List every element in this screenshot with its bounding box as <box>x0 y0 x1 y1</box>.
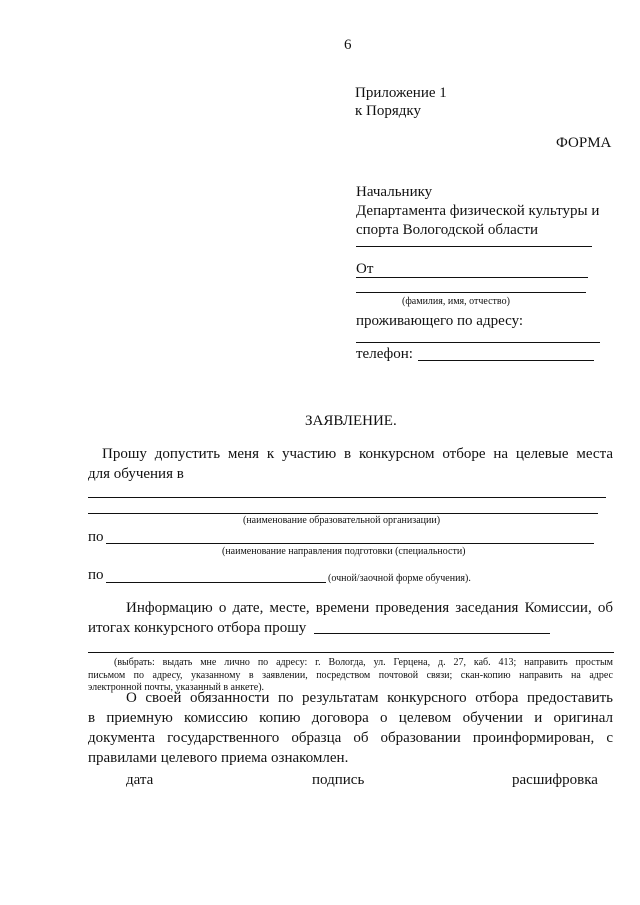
signature-label: подпись <box>312 772 365 788</box>
address-label: проживающего по адресу: <box>356 313 524 329</box>
form-of-study-suffix: (очной/заочной форме обучения). <box>328 573 471 584</box>
appendix-line-2: к Порядку <box>355 103 421 119</box>
delivery-note-line-2: письмом по адресу, указанному в заявлении, посредством почтовой связи; скан-копию направить на адрес <box>88 669 613 681</box>
obligation-line-2: в приемную комиссию копию договора о целевом обучении и оригинал <box>88 710 613 726</box>
info-line <box>314 633 550 634</box>
addressee-line-3: спорта Вологодской области <box>356 222 539 238</box>
from-underline <box>356 277 588 278</box>
delivery-note-line-3: электронной почты, указанный в анкете). <box>88 682 265 693</box>
request-line-2: для обучения в <box>88 466 184 482</box>
direction-prefix: по <box>88 529 104 545</box>
info-paragraph <box>88 598 613 638</box>
obligation-paragraph <box>88 688 613 768</box>
appendix-line-1: Приложение 1 <box>355 85 447 101</box>
obligation-line-4: правилами целевого приема ознакомлен. <box>88 750 349 766</box>
request-line-1: Прошу допустить меня к участию в конкурсном отборе на целевые места <box>102 446 613 462</box>
fio-line <box>356 292 586 293</box>
delivery-note-line-1: (выбрать: выдать мне лично по адресу: г. Вологда, ул. Герцена, д. 27, каб. 413; направить простым <box>114 657 613 668</box>
addressee-line-1: Начальнику <box>356 184 433 200</box>
info-line-1: Информацию о дате, месте, времени проведения заседания Комиссии, об <box>126 600 613 616</box>
address-line <box>356 342 600 343</box>
org-line-2 <box>88 513 598 514</box>
phone-line <box>418 360 594 361</box>
from-label: От <box>356 261 374 277</box>
obligation-line-3: документа государственного образца об образовании проинформирован, с <box>88 730 613 746</box>
form-label: ФОРМА <box>556 135 612 151</box>
page-number: 6 <box>344 37 352 53</box>
addressee-underline <box>356 246 592 247</box>
obligation-line-1: О своей обязанности по результатам конкурсного отбора предоставить <box>126 690 613 706</box>
form-of-study-prefix: по <box>88 567 104 583</box>
form-of-study-line <box>106 582 326 583</box>
phone-label: телефон: <box>356 346 413 362</box>
decode-label: расшифровка <box>512 772 598 788</box>
info-line-2: итогах конкурсного отбора прошу <box>88 620 307 636</box>
org-hint: (наименование образовательной организации) <box>243 515 441 526</box>
delivery-line <box>88 652 614 653</box>
direction-hint: (наименование направления подготовки (специальности) <box>222 546 466 557</box>
addressee-line-2: Департамента физической культуры и <box>356 203 600 219</box>
date-label: дата <box>126 772 154 788</box>
direction-line <box>106 543 594 544</box>
request-paragraph <box>88 444 613 484</box>
fio-hint: (фамилия, имя, отчество) <box>402 296 510 307</box>
document-title: ЗАЯВЛЕНИЕ. <box>305 413 397 429</box>
org-line-1 <box>88 497 606 498</box>
